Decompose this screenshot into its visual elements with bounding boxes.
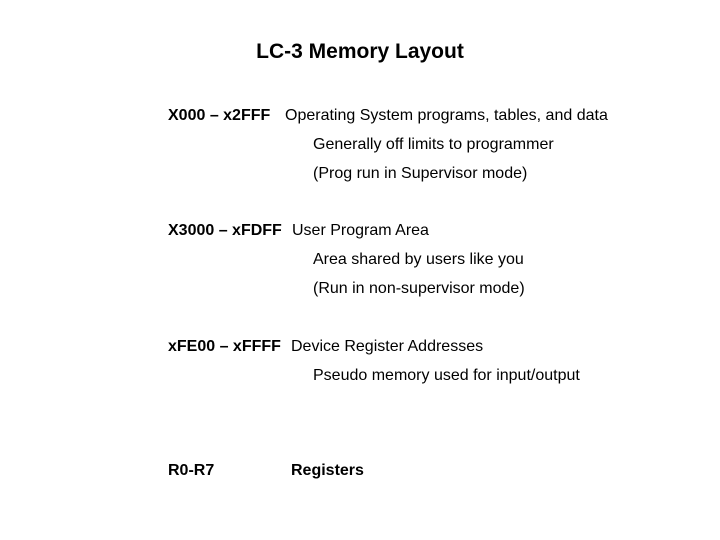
section-note: Generally off limits to programmer	[313, 136, 554, 153]
section-note: (Run in non-supervisor mode)	[313, 280, 525, 297]
section-note: Area shared by users like you	[313, 251, 524, 268]
section-heading: Device Register Addresses	[291, 338, 484, 355]
range-label: X3000 – xFDFF	[168, 222, 282, 239]
section-heading: Operating System programs, tables, and data	[285, 107, 608, 124]
range-label: R0-R7	[168, 462, 215, 479]
section-heading: Registers	[291, 462, 364, 479]
slide-title: LC-3 Memory Layout	[256, 40, 464, 63]
range-label: xFE00 – xFFFF	[168, 338, 281, 355]
section-note: (Prog run in Supervisor mode)	[313, 165, 528, 182]
section-note: Pseudo memory used for input/output	[313, 367, 580, 384]
section-heading: User Program Area	[292, 222, 429, 239]
range-label: X000 – x2FFF	[168, 107, 271, 124]
